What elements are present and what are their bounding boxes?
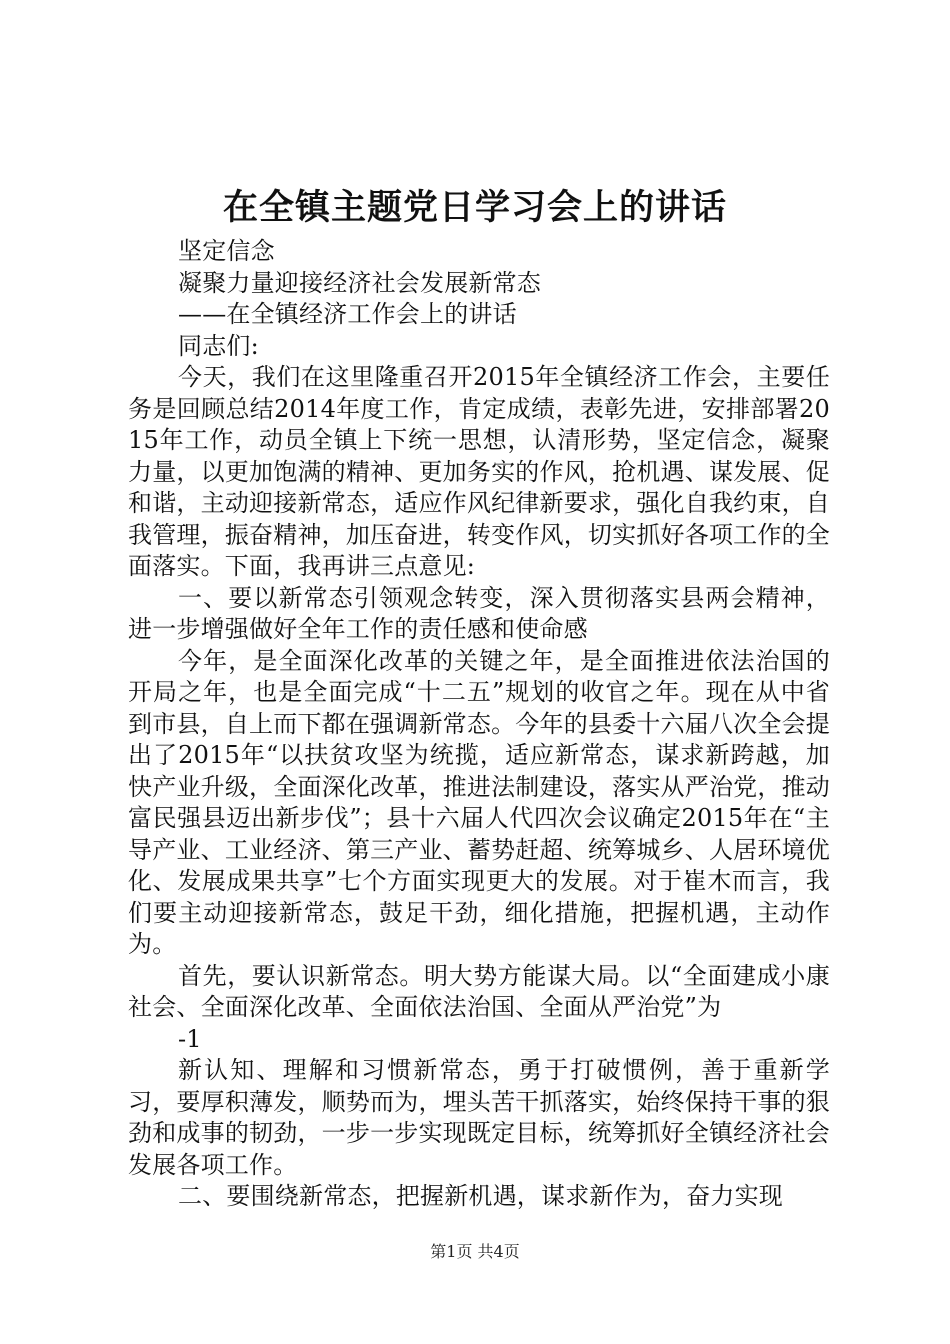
page-marker: -1 xyxy=(178,1024,202,1053)
page-footer: 第1页 共4页 xyxy=(430,1242,520,1261)
paragraph: 今天，我们在这里隆重召开2015年全镇经济工作会，主要任务是回顾总结2014年度工作，肯定成绩，表彰先进，安排部署2015年工作，动员全镇上下统一思想，认清形势，坚定信念，凝聚力量，以更加饱满的精神、更加务实的作风，抢机遇、谋发展、促和谐，主动迎接新常态，适应作风纪律新要求，强化自我约束，自我管理，振奋精神，加压奋进，转变作风，切实抓好各项工作的全面落实。下面，我再讲三点意见: xyxy=(128,363,830,580)
section-heading: 二、要围绕新常态，把握新机遇，谋求新作为，奋力实现 xyxy=(178,1182,783,1210)
document-body xyxy=(128,236,830,1213)
paragraph: 首先，要认识新常态。明大势方能谋大局。以“全面建成小康社会、全面深化改革、全面依法治国、全面从严治党”为 xyxy=(128,961,830,1021)
section-heading: 一、要以新常态引领观念转变，深入贯彻落实县两会精神，进一步增强做好全年工作的责任感和使命感 xyxy=(128,583,830,643)
paragraph-salutation: 同志们: xyxy=(178,331,259,360)
paragraph-subtitle-2: 凝聚力量迎接经济社会发展新常态 xyxy=(178,268,541,297)
paragraph: 今年，是全面深化改革的关键之年，是全面推进依法治国的开局之年，也是全面完成“十二五”规划的收官之年。现在从中省到市县，自上而下都在强调新常态。今年的县委十六届八次全会提出了2015年“以扶贫攻坚为统揽，适应新常态，谋求新跨越，加快产业升级，全面深化改革，推进法制建设，落实从严治党，推动富民强县迈出新步伐”；县十六届人代四次会议确定2015年在“主导产业、工业经济、第三产业、蓄势赶超、统筹城乡、人居环境优化、发展成果共享”七个方面实现更大的发展。对于崔木而言，我们要主动迎接新常态，鼓足干劲，细化措施，把握机遇，主动作为。 xyxy=(128,646,830,958)
paragraph: 新认知、理解和习惯新常态，勇于打破惯例，善于重新学习，要厚积薄发，顺势而为，埋头苦干抓落实，始终保持干事的狠劲和成事的韧劲，一步一步实现既定目标，统筹抓好全镇经济社会发展各项工作。 xyxy=(128,1056,830,1179)
paragraph-subtitle-1: 坚定信念 xyxy=(178,237,275,265)
paragraph-subtitle-3: ——在全镇经济工作会上的讲话 xyxy=(178,300,517,328)
document-title: 在全镇主题党日学习会上的讲话 xyxy=(222,188,727,228)
